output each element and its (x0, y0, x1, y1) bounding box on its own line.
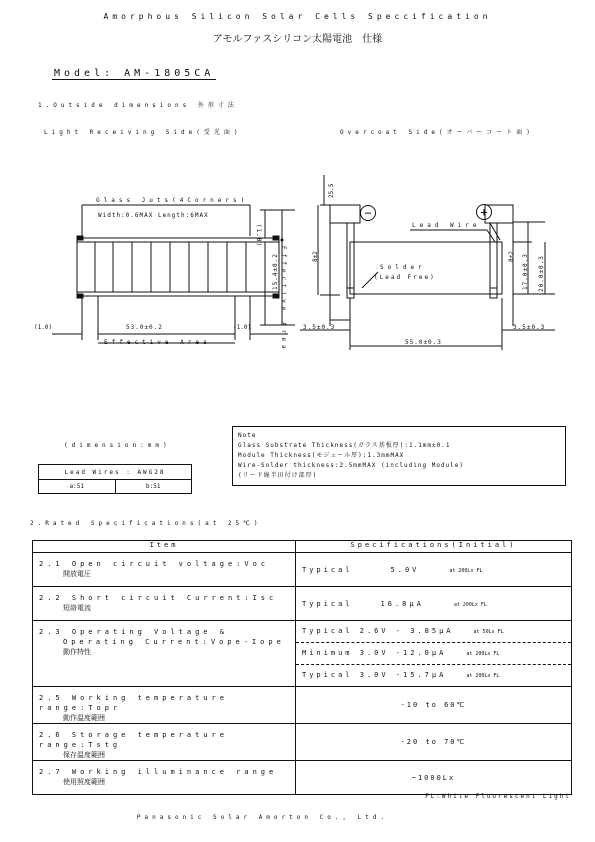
spec-tstg-value: -20 to 70℃ (296, 724, 572, 761)
model-number: Model: AM-1805CA (54, 68, 215, 79)
title-en: Amorphous Silicon Solar Cells Speccification (103, 12, 492, 21)
spec-illuminance-value: ~1000Lx (296, 761, 572, 795)
dim-left: (1.0) (34, 324, 53, 331)
spec-topr-value: -10 to 60℃ (296, 687, 572, 724)
note-title: Note (238, 432, 257, 439)
glass-juts-size: Width:0.6MAX Length:6MAX (98, 212, 209, 219)
spec-row-tstg: 2.6 Storage temperature range:Tstg 保存温度範囲 (33, 724, 296, 761)
operating-line-1: Typical 2.6V - 3.85μA at 50Lx FL (296, 621, 571, 643)
effective-area-vertical: Effective Area (280, 246, 287, 353)
effective-area-label: Effective Area (104, 339, 211, 346)
note-wire-solder: Wire-Solder thickness:2.5mmMAX (including Module) (238, 462, 465, 469)
lead-free-label: (Lead Free) (374, 274, 436, 281)
col-spec: Specifications(Initial) (296, 541, 572, 553)
lead-b: b:51 (115, 480, 192, 494)
section1-heading: 1.Outside dimensions 外形寸法 (38, 102, 238, 109)
solder-label: Solder (380, 264, 426, 271)
dim-top: (1.0) (255, 224, 262, 248)
note-wire-jp: (リード線半田付け部厚) (238, 472, 318, 479)
overcoat-side-label: Overcoat Side(オーバーコート面) (340, 129, 534, 136)
dim-height: 15.4±0.2 (272, 253, 279, 290)
dim-over-right: 3.5±0.3 (513, 324, 546, 331)
negative-terminal-icon: − (360, 205, 376, 221)
spec-row-operating: 2.3 Operating Voltage & Operating Current:Vope-Iope 動作特性 (33, 621, 296, 687)
spec-voc-value: Typical 5.0V at 200Lx FL (296, 553, 572, 587)
spec-row-isc: 2.2 Short circuit Current:Isc 短絡電流 (33, 587, 296, 621)
spec-row-illuminance: 2.7 Working illuminance range 使用照度範囲 (33, 761, 296, 795)
spec-isc-value: Typical 16.8μA at 200Lx FL (296, 587, 572, 621)
dimension-unit: (dimension:mm) (64, 442, 171, 449)
operating-line-2: Minimum 3.0V -12.0μA at 200Lx FL (296, 643, 571, 665)
dim-over-width: 55.0±0.3 (405, 339, 442, 346)
rated-spec-table (32, 540, 572, 795)
light-side-label: Light Receiving Side(受光面) (44, 129, 242, 136)
col-item: Item (33, 541, 296, 553)
operating-line-3: Typical 3.0V -15.7μA at 200Lx FL (302, 671, 500, 679)
lead-wire-label: Lead Wire (412, 222, 481, 229)
section2-heading: 2.Rated Specifications(at 25℃) (30, 520, 262, 527)
title-jp: アモルファスシリコン太陽電池 仕様 (212, 34, 383, 45)
dim-width: 53.0±0.2 (126, 324, 163, 331)
fl-footnote: FL:White Fluorescent Light (425, 793, 571, 800)
dim-17: 17.0±0.3 (522, 253, 529, 290)
dim-over-left: 3.5±0.3 (303, 324, 336, 331)
glass-juts-label: Glass Juts(4Corners) (96, 197, 249, 204)
dim-20: 20.0±0.3 (538, 255, 545, 292)
note-module: Module Thickness(モジュール厚):1.3mmMAX (238, 452, 405, 459)
note-box (232, 426, 566, 486)
lead-wires-table (38, 464, 192, 494)
lead-a: a:51 (39, 480, 116, 494)
lead-wires-header: Lead Wires : AWG28 (39, 465, 192, 480)
dim-25: 25.5 (328, 183, 335, 198)
dim-right: (1.0) (233, 324, 252, 331)
company-footer: Panasonic Solar Amorton Co., Ltd. (136, 814, 389, 821)
positive-terminal-icon: + (476, 204, 492, 220)
spec-row-voc: 2.1 Open circuit voltage:Voc 開放電圧 (33, 553, 296, 587)
spec-row-topr: 2.5 Working temperature range:Topr 動作温度範囲 (33, 687, 296, 724)
spec-operating-values (296, 621, 572, 687)
dim-8-left: 8±2 (312, 251, 319, 262)
note-glass: Glass Substrate Thickness(ガラス基板厚):1.1mm±0.1 (238, 442, 451, 449)
dim-8-right: 8±2 (508, 251, 515, 262)
